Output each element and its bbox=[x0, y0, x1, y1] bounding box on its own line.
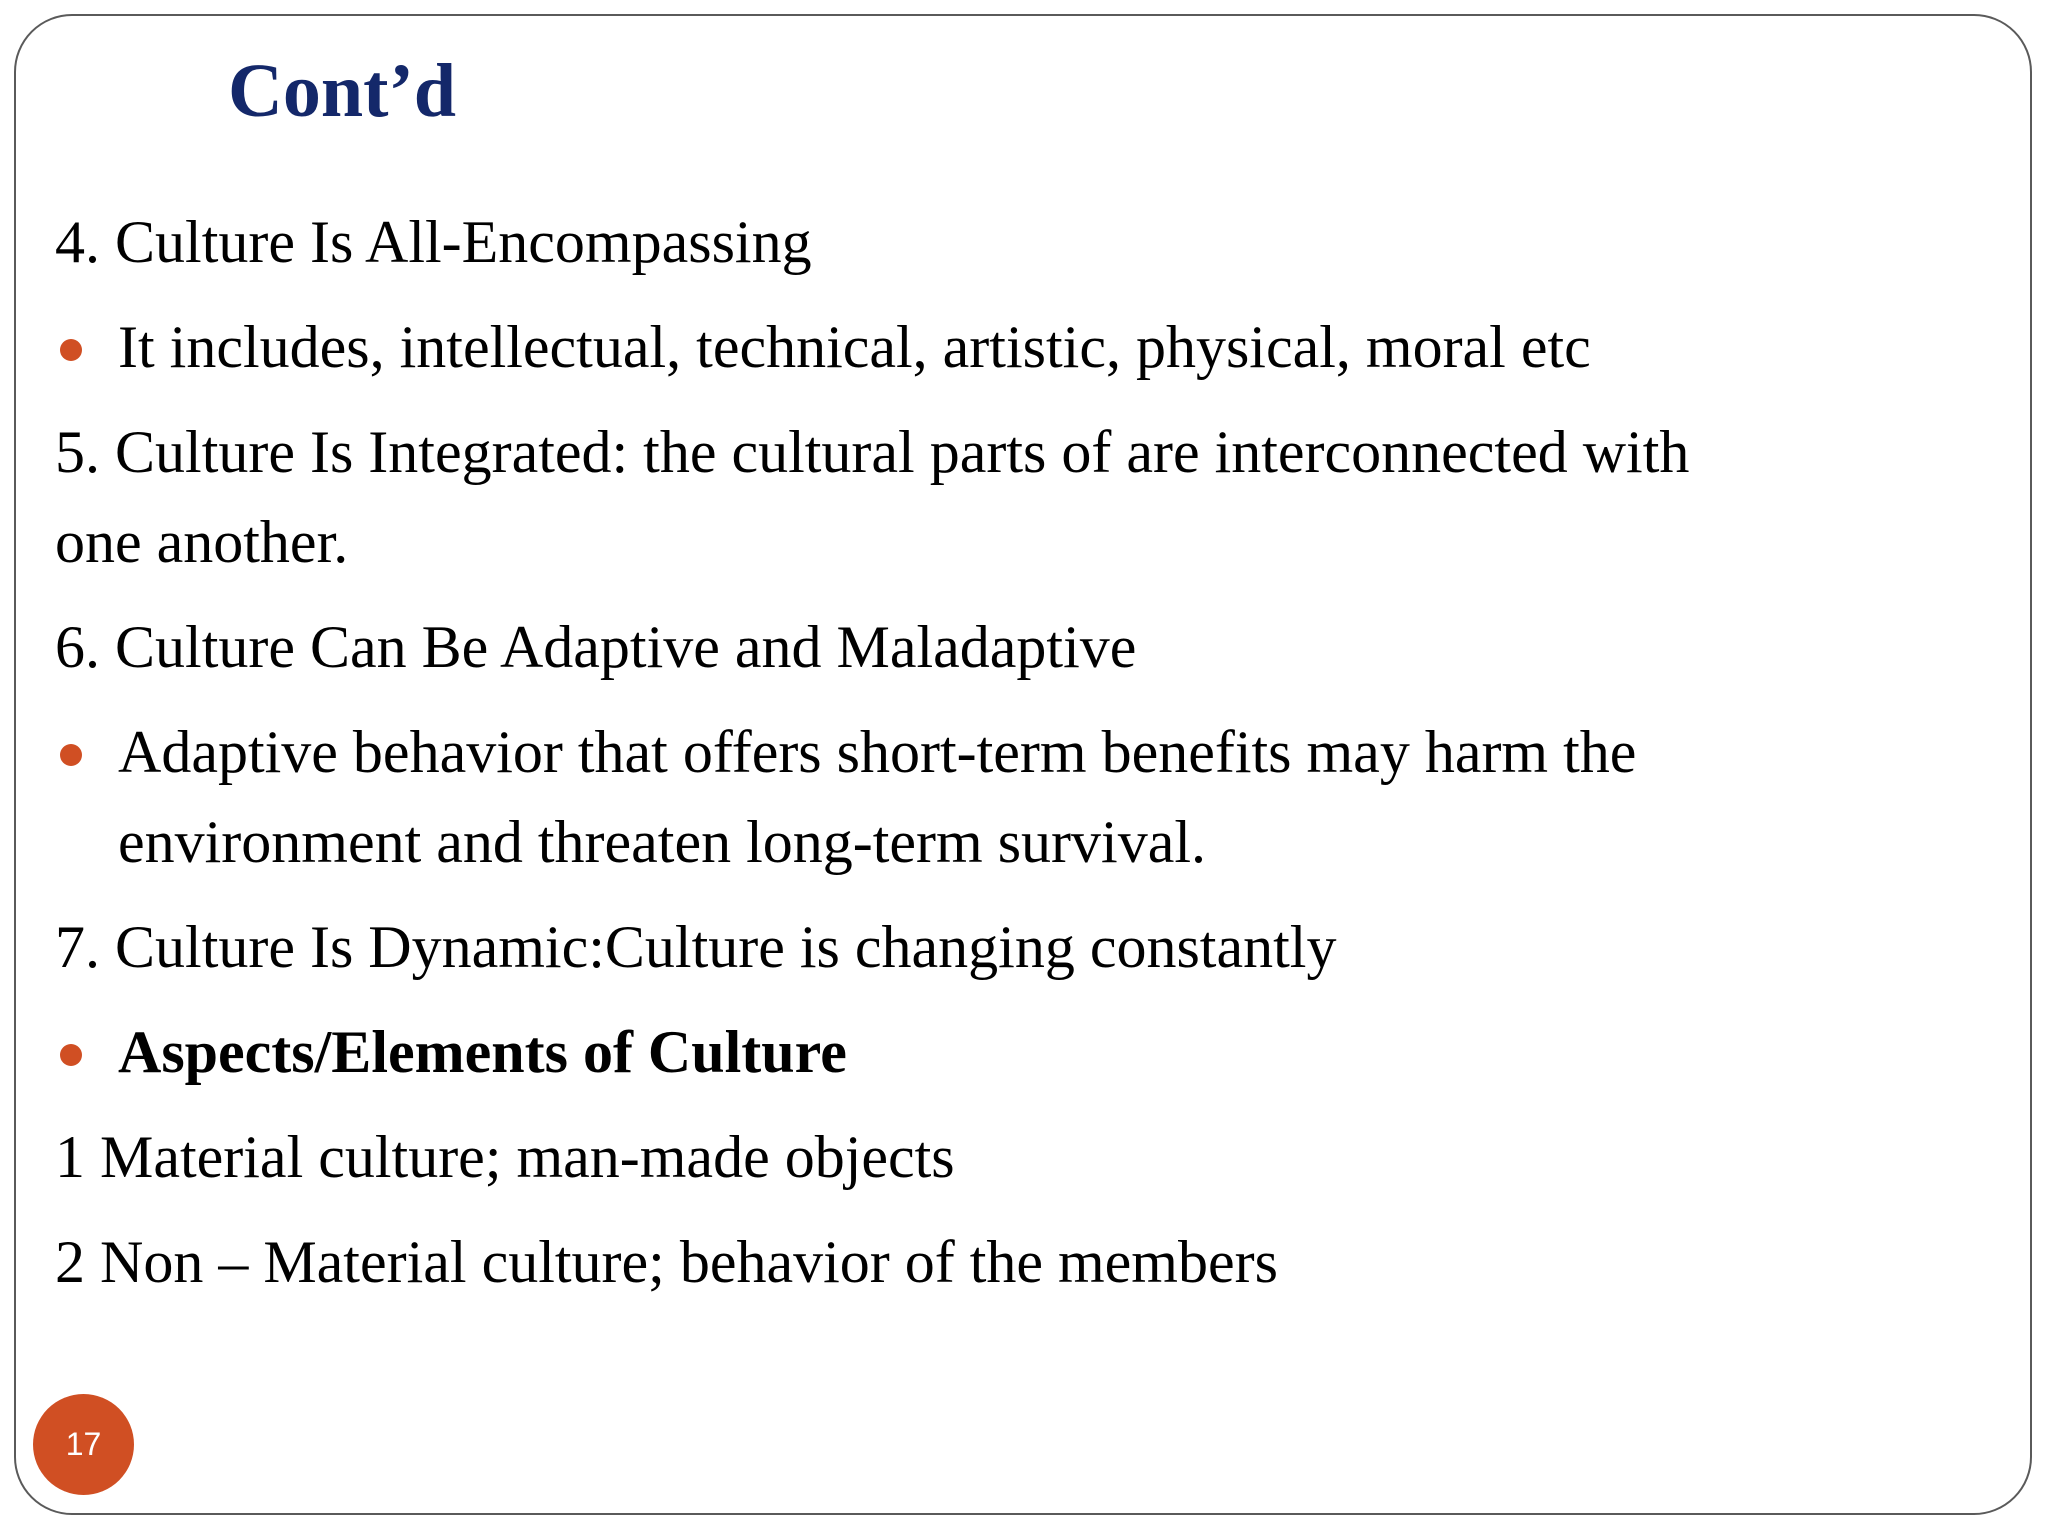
slide-title: Cont’d bbox=[228, 49, 457, 133]
element-1: 1 Material culture; man-made objects bbox=[55, 1124, 955, 1190]
item-7-heading: 7. Culture Is Dynamic:Culture is changing constantly bbox=[55, 914, 1337, 980]
page-number-badge: 17 bbox=[33, 1394, 134, 1495]
bullet-text: Adaptive behavior that offers short-term benefits may harm the bbox=[118, 719, 1637, 785]
item-5-heading: 5. Culture Is Integrated: the cultural parts of are interconnected with bbox=[55, 419, 1690, 485]
bullet-dot-icon bbox=[60, 339, 82, 361]
bullet-dot-icon bbox=[60, 1044, 82, 1066]
item-4-heading: 4. Culture Is All-Encompassing bbox=[55, 209, 812, 275]
item-6-heading: 6. Culture Can Be Adaptive and Maladaptive bbox=[55, 614, 1137, 680]
bullet-text: It includes, intellectual, technical, artistic, physical, moral etc bbox=[118, 314, 1591, 380]
bullet-dot-icon bbox=[60, 744, 82, 766]
element-2: 2 Non – Material culture; behavior of the members bbox=[55, 1229, 1278, 1295]
item-5-continuation: one another. bbox=[55, 509, 349, 575]
bullet-text: environment and threaten long-term survival. bbox=[118, 809, 1206, 875]
bullet-text-bold: Aspects/Elements of Culture bbox=[118, 1019, 847, 1085]
